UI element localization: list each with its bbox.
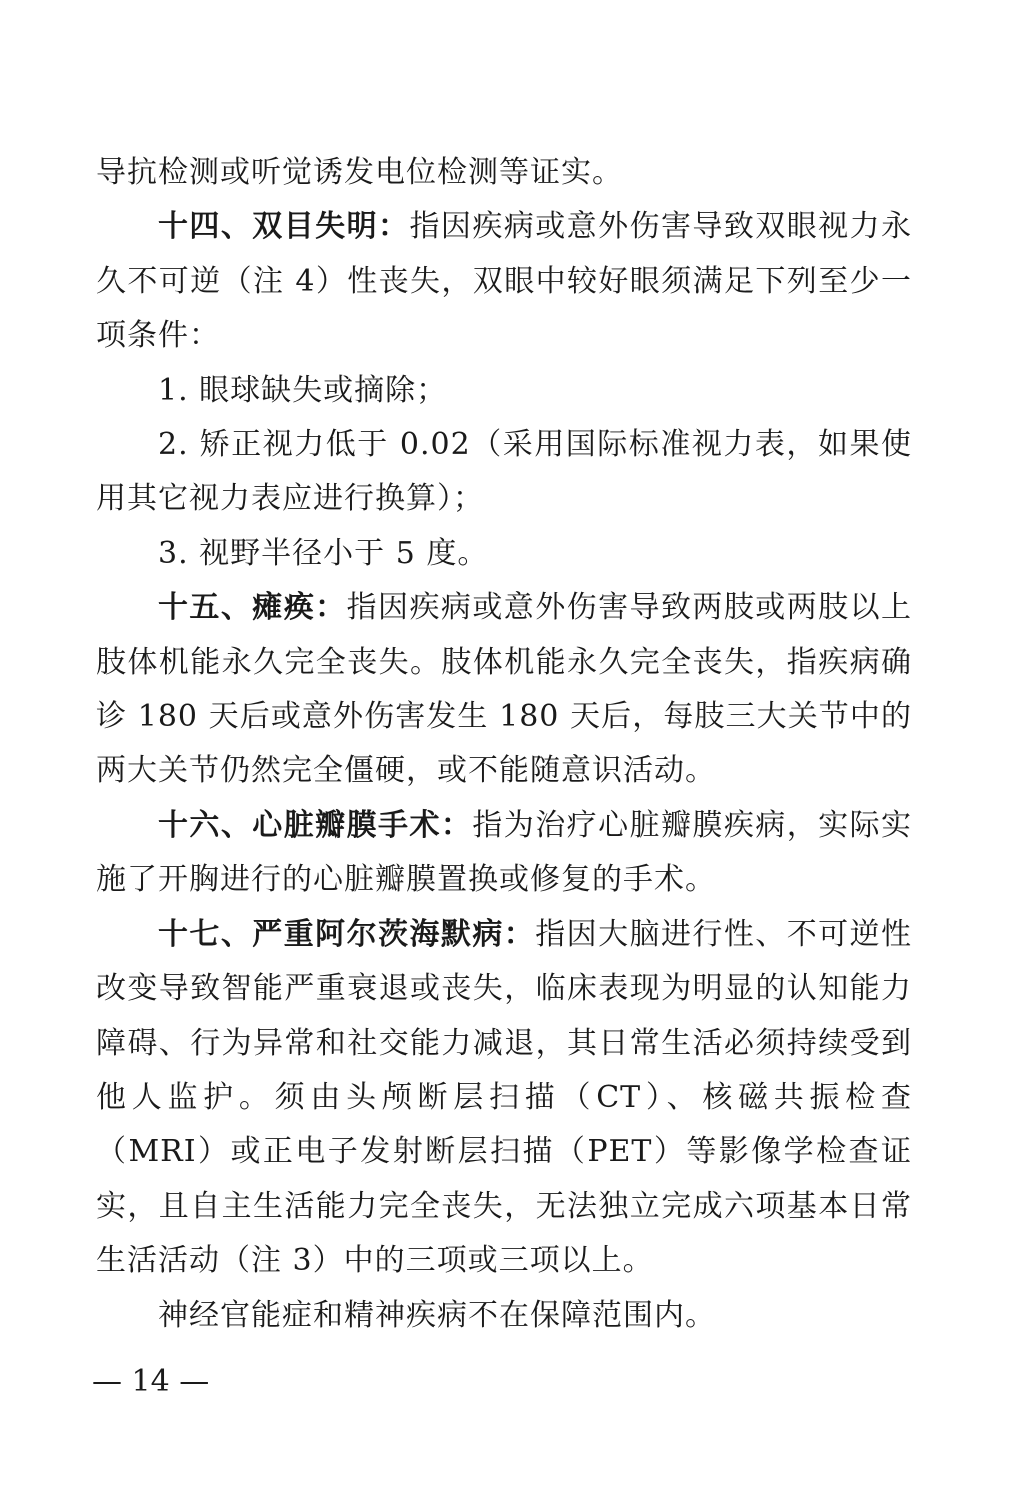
paragraph-1 bbox=[96, 146, 912, 200]
paragraph-7 bbox=[96, 799, 912, 908]
paragraph-7-text: 指为治疗心脏瓣膜疾病，实际实施了开胸进行的心脏瓣膜置换或修复的手术。 bbox=[96, 807, 913, 898]
paragraph-3 bbox=[96, 364, 912, 418]
paragraph-9-text: 神经官能症和精神疾病不在保障范围内。 bbox=[158, 1297, 716, 1333]
paragraph-8-text: 指因大脑进行性、不可逆性改变导致智能严重衰退或丧失，临床表现为明显的认知能力障碍、行为异常和社交能力减退，其日常生活必须持续受到他人监护。须由头颅断层扫描（CT）、核磁共振检查（MRI）或正电子发射断层扫描（PET）等影像学检查证实，且自主生活能力完全丧失，无法独立完成六项基本日常生活活动（注 3）中的三项或三项以上。 bbox=[96, 916, 913, 1279]
paragraph-4 bbox=[96, 418, 912, 527]
paragraph-6-text: 指因疾病或意外伤害导致两肢或两肢以上肢体机能永久完全丧失。肢体机能永久完全丧失，指疾病确诊 180 天后或意外伤害发生 180 天后，每肢三大关节中的两大关节仍然完全僵硬，或不能随意识活动。 bbox=[96, 590, 913, 789]
document-body bbox=[96, 146, 912, 1343]
paragraph-5 bbox=[96, 527, 912, 581]
paragraph-6 bbox=[96, 581, 912, 799]
paragraph-3-text: 1. 眼球缺失或摘除； bbox=[158, 372, 448, 408]
paragraph-2 bbox=[96, 200, 912, 363]
paragraph-2-text: 指因疾病或意外伤害导致双眼视力永久不可逆（注 4）性丧失，双眼中较好眼须满足下列至少一项条件： bbox=[96, 209, 913, 354]
page-number: — 14 — bbox=[92, 1364, 210, 1399]
paragraph-8 bbox=[96, 908, 912, 1289]
paragraph-4-text: 2. 矫正视力低于 0.02（采用国际标准视力表，如果使用其它视力表应进行换算）； bbox=[96, 427, 912, 517]
paragraph-2-heading: 十四、双目失明： bbox=[158, 209, 410, 245]
paragraph-1-text: 导抗检测或听觉诱发电位检测等证实。 bbox=[96, 155, 623, 190]
paragraph-8-heading: 十七、严重阿尔茨海默病： bbox=[158, 916, 536, 952]
paragraph-7-heading: 十六、心脏瓣膜手术： bbox=[158, 807, 473, 843]
paragraph-9 bbox=[96, 1289, 912, 1343]
paragraph-5-text: 3. 视野半径小于 5 度。 bbox=[158, 535, 489, 571]
paragraph-6-heading: 十五、瘫痪： bbox=[158, 590, 347, 626]
